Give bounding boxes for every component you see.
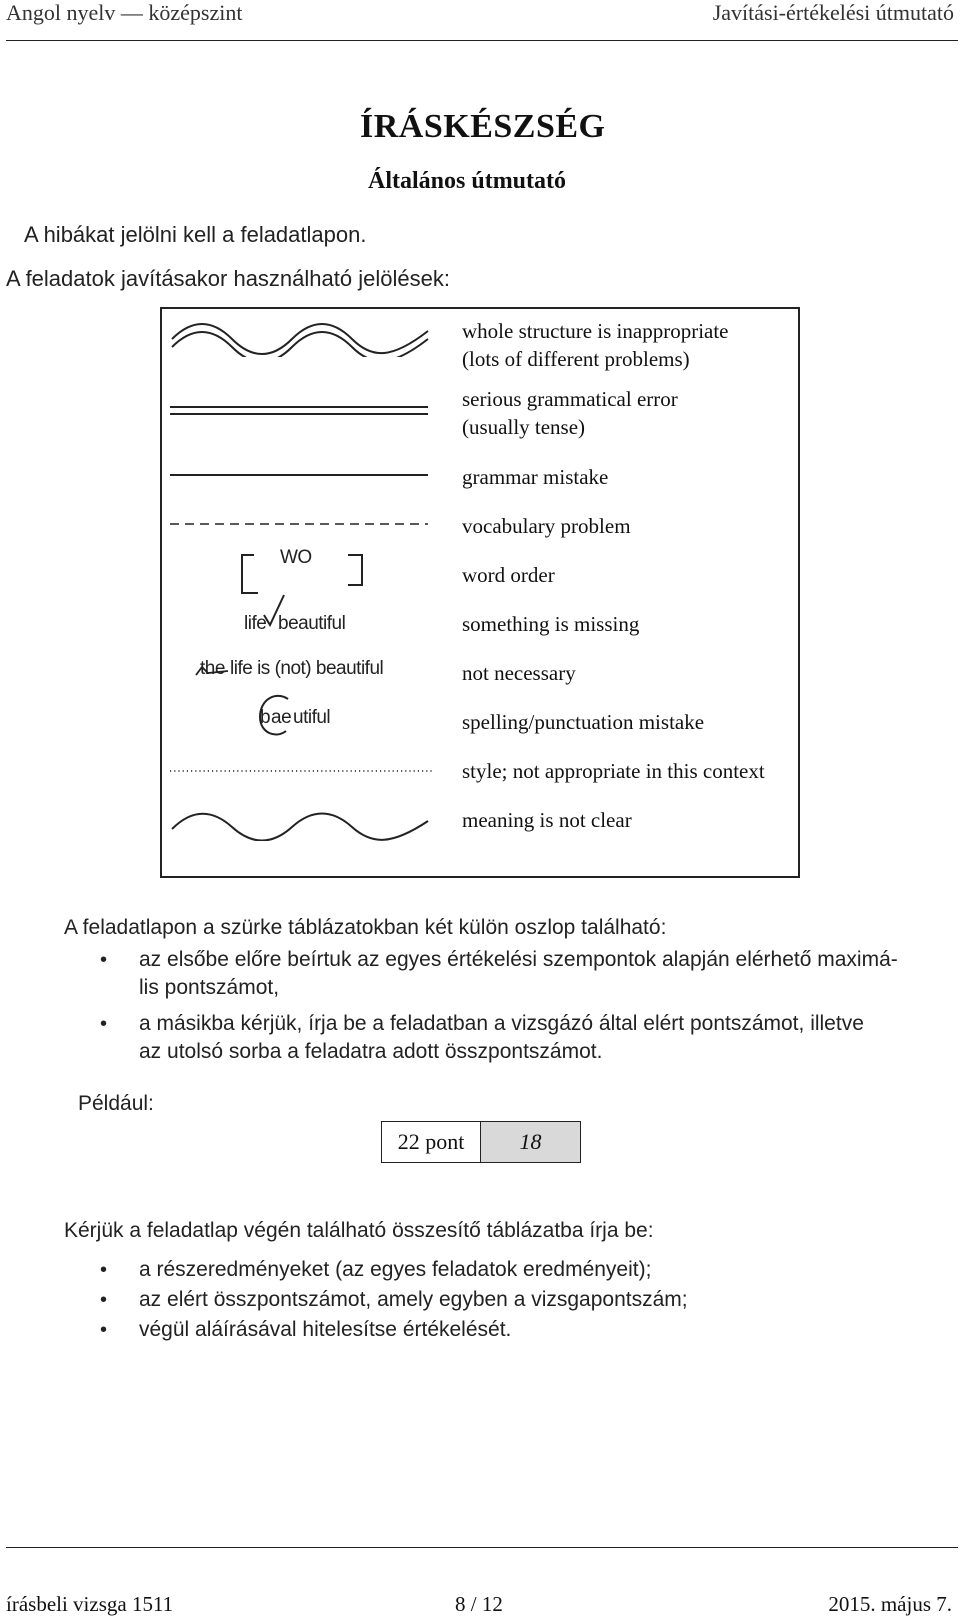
strikethrough-example-rest: life is (not) beautiful: [230, 658, 384, 679]
legend-label-word-order: word order: [462, 563, 555, 587]
list-item: • a részeredményeket (az egyes feladatok eredményeit);: [64, 1256, 944, 1284]
header-right: Javítási-értékelési útmutató: [712, 0, 954, 25]
legend-label-vocabulary: vocabulary problem: [462, 514, 631, 538]
section2-lead: Kérjük a feladatlap végén található összesítő táblázatba írja be:: [64, 1219, 654, 1242]
section2-bullet-list: [64, 1256, 944, 1344]
section1-bullet-2-line-2: az utolsó sorba a feladatra adott összpontszámot.: [139, 1040, 603, 1063]
footer-page-number: 8 / 12: [455, 1592, 503, 1616]
legend-label-structure: whole structure is inappropriate: [462, 319, 729, 343]
double-wavy-line-icon: [170, 317, 430, 357]
word-order-symbol-text: WO: [280, 547, 312, 568]
marking-legend-table: [160, 307, 800, 878]
max-points-cell: 22 pont: [382, 1122, 481, 1162]
footer-rule: [6, 1547, 958, 1548]
header-rule: [6, 40, 958, 41]
legend-label-meaning: meaning is not clear: [462, 808, 632, 832]
legend-label-structure-note: (lots of different problems): [462, 347, 690, 371]
header-left: Angol nyelv — középszint: [6, 0, 243, 25]
list-item: [64, 1010, 944, 1066]
legend-label-spelling: spelling/punctuation mistake: [462, 710, 705, 734]
section1-bullet-list: [64, 946, 944, 1066]
insertion-example-word-1: life: [244, 613, 267, 634]
list-item: • végül aláírásával hitelesítse értékelését.: [64, 1316, 944, 1344]
legend-label-not-necessary: not necessary: [462, 661, 576, 685]
list-item: • az elért összpontszámot, amely egyben a vizsgapontszám;: [64, 1286, 944, 1314]
dotted-underline-icon: [170, 769, 434, 773]
legend-label-missing: something is missing: [462, 612, 640, 636]
strikethrough-icon: [194, 659, 230, 681]
strikethrough-example-struck-word: the: [200, 658, 225, 679]
section1-bullet-1-line-2: lis pontszámot,: [139, 976, 280, 999]
section1-bullet-1-line-1: • az elsőbe előre beírtuk az egyes értékelési szempontok alapján elérhető maximá-: [139, 948, 898, 971]
section1-bullet-2-line-1: • a másikba kérjük, írja be a feladatban a vizsgázó által elért pontszámot, illetve: [139, 1012, 864, 1035]
page-subtitle: Általános útmutató: [368, 168, 567, 194]
single-wavy-line-icon: [170, 807, 430, 841]
footer-date: 2015. május 7.: [828, 1592, 952, 1616]
intro-line-1: A hibákat jelölni kell a feladatlapon.: [24, 222, 367, 247]
legend-label-serious-grammar-note: (usually tense): [462, 415, 586, 439]
double-underline-icon: [170, 404, 430, 418]
list-item: [64, 946, 944, 1002]
dashed-underline-icon: [170, 521, 430, 527]
intro-line-2: A feladatok javításakor használható jelölések:: [6, 266, 450, 291]
footer-left: írásbeli vizsga 1511: [6, 1592, 174, 1616]
spelling-example-circled: ae: [271, 707, 292, 728]
example-label: Például:: [78, 1092, 154, 1115]
spelling-example-part-2: utiful: [293, 707, 331, 728]
single-underline-icon: [170, 472, 430, 478]
section1-lead: A feladatlapon a szürke táblázatokban két külön oszlop található:: [64, 916, 667, 939]
page-title: ÍRÁSKÉSZSÉG: [360, 108, 606, 145]
example-score-box: [381, 1121, 581, 1163]
insertion-example-word-2: beautiful: [278, 613, 346, 634]
legend-label-grammar: grammar mistake: [462, 465, 609, 489]
legend-label-serious-grammar: serious grammatical error: [462, 387, 678, 411]
legend-label-style: style; not appropriate in this context: [462, 759, 765, 783]
achieved-points-cell: 18: [481, 1122, 580, 1162]
spelling-example-part-1: b: [260, 707, 271, 728]
